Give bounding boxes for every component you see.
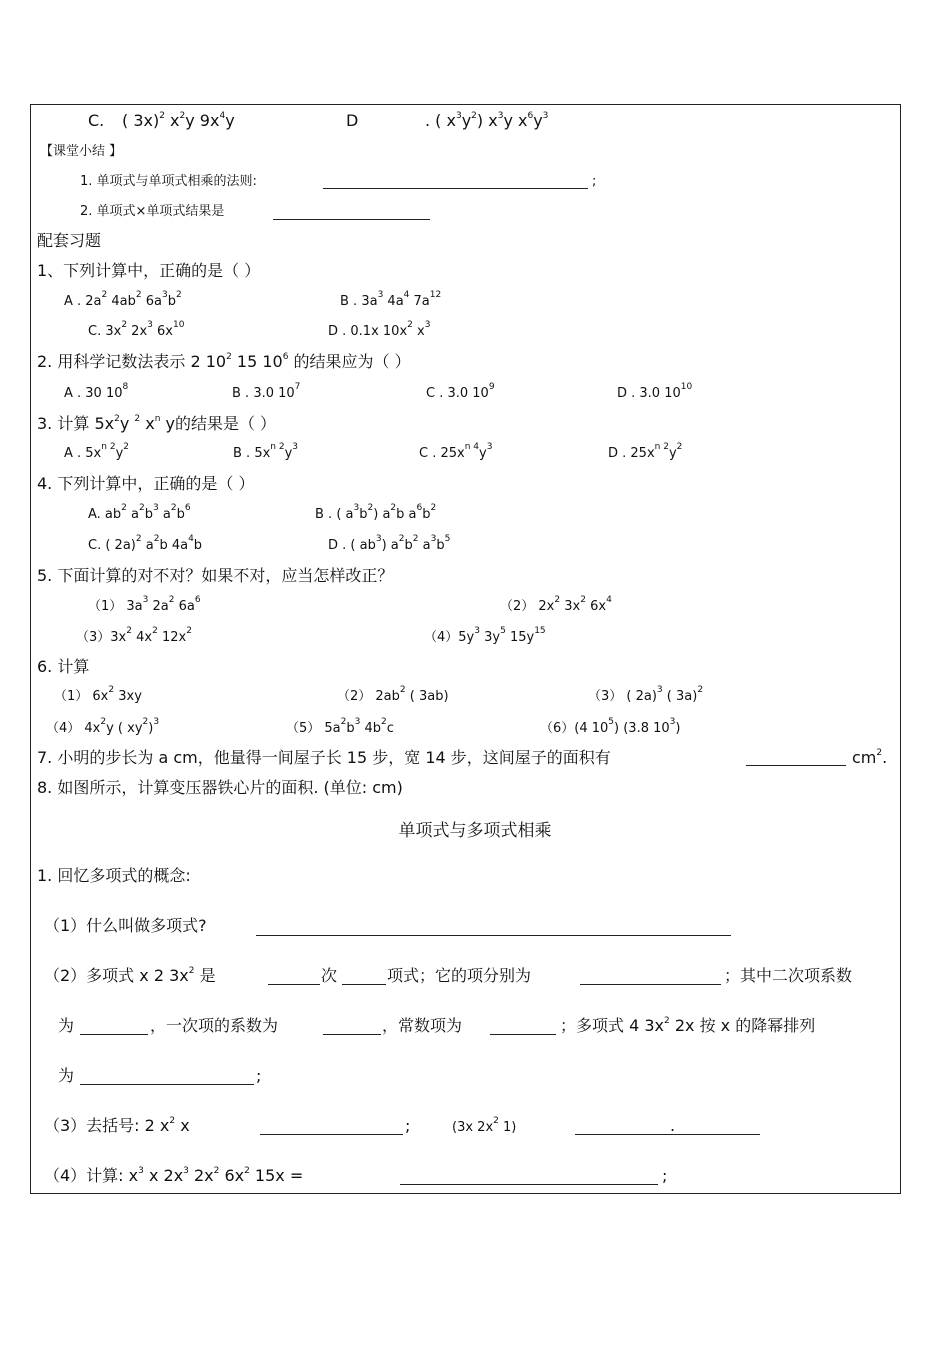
s3-answer1-blank[interactable]	[260, 1120, 403, 1135]
section2-s2f: ，一次项的系数为	[150, 1016, 279, 1035]
q2-option-b: B . 3.0 $10^7$	[232, 382, 301, 401]
q1-option-a: A . $2a^2$ $4ab^2$ $6a^3b^2$	[64, 290, 182, 309]
section2-title: 单项式与多项式相乘	[398, 821, 552, 841]
summary-heading: 【课堂小结 】	[40, 144, 123, 159]
q7-answer-blank[interactable]	[746, 751, 846, 766]
q3-option-b: B . $5x^{n 2}y^3$	[233, 442, 299, 461]
q6-part3: （3） ( 2a)$^3$ ( 3a)$^2$	[588, 685, 704, 704]
q6-part5: （5） $5a^2b^3$ $4b^2c$	[286, 717, 394, 736]
q2-text: 2. 用科学记数法表示 2 $10^2$ 15 $10^6$ 的结果应为（ ）	[37, 352, 411, 371]
s2-quad-coef-blank[interactable]	[80, 1020, 148, 1035]
s2-order-blank[interactable]	[80, 1070, 254, 1085]
q3-option-c: C . $25x^{n 4}y^3$	[419, 442, 493, 461]
q5-part2: （2） $2x^2$ $3x^2$ $6x^4$	[500, 595, 612, 614]
s2-constant-blank[interactable]	[490, 1020, 556, 1035]
s2-terms-count-blank[interactable]	[342, 970, 386, 985]
q3-option-a: A . $5x^{n 2}y^2$	[64, 442, 129, 461]
s4-answer-blank[interactable]	[400, 1170, 658, 1185]
exercises-heading: 配套习题	[37, 231, 102, 250]
section2-s2j: ;	[256, 1066, 262, 1085]
s1-answer-blank[interactable]	[256, 921, 731, 936]
section2-s4a: （4）计算: $x^3$ x $2x^3$ $2x^2$ $6x^2$ 15x =	[44, 1166, 304, 1185]
section2-s2i: 为	[58, 1066, 75, 1085]
summary-item1-end: ;	[592, 174, 597, 189]
q4-option-b: B . ( $a^3b^2$) $a^2b$ $a^6b^2$	[315, 503, 437, 522]
q6-part4: （4） $4x^2y$ ( $xy^2)^3$	[46, 717, 160, 736]
q7-text: 7. 小明的步长为 a cm，他量得一间屋子长 15 步，宽 14 步，这间屋子的面积有	[37, 748, 611, 767]
section2-s3d: .	[670, 1116, 676, 1135]
summary-item1: 1. 单项式与单项式相乘的法则:	[80, 174, 257, 189]
section2-s2c: 项式；它的项分别为	[387, 966, 532, 985]
q2-option-c: C . 3.0 $10^9$	[426, 382, 495, 401]
q5-part1: （1） $3a^3$ $2a^2$ $6a^6$	[88, 595, 201, 614]
q4-option-c: C. ( 2a)$^2$ $a^2b$ $4a^4b$	[88, 534, 203, 553]
q3-text: 3. 计算 $5x^2y$ $^2$ $x^n$ y的结果是（ ）	[37, 414, 277, 433]
option-d-label: D	[346, 111, 359, 130]
q2-option-a: A . 30 $10^8$	[64, 382, 129, 401]
q6-part6: （6）(4 $10^5$) (3.8 $10^3$)	[540, 717, 681, 736]
q5-part3: $(3)3x^2$ $4x^2$ $12x^2$	[76, 626, 192, 645]
s2-terms-blank[interactable]	[580, 970, 721, 985]
q8-text: 8. 如图所示，计算变压器铁心片的面积. (单位: cm)	[37, 778, 403, 797]
section2-s1: （1）什么叫做多项式?	[44, 916, 207, 935]
section2-s2h: ；多项式 4 $3x^2$ 2x 按 x 的降幂排列	[560, 1016, 816, 1035]
summary-item2-blank[interactable]	[273, 205, 430, 220]
q6-text: 6. 计算	[37, 657, 90, 676]
option-c-expr: ( 3x)$^2$ $x^2y$ $9x^4y$	[122, 111, 235, 130]
section2-s2a: （2）多项式 x 2 $3x^2$ 是	[44, 966, 216, 985]
section2-s4b: ;	[662, 1166, 668, 1185]
q3-option-d: D . $25x^{n 2}y^2$	[608, 442, 683, 461]
section2-s3c: (3x $2x^2$ 1)	[452, 1116, 517, 1135]
option-c-label: C.	[88, 111, 105, 130]
summary-item2: 2. 单项式×单项式结果是	[80, 204, 225, 219]
q4-text: 4. 下列计算中，正确的是（ ）	[37, 474, 255, 493]
section2-s3b: ;	[405, 1116, 411, 1135]
section2-s2d: ；其中二次项系数	[724, 966, 853, 985]
q7-unit: $cm^2$.	[852, 748, 888, 767]
s2-degree-blank[interactable]	[268, 970, 320, 985]
q6-part2: （2） $2ab^2$ ( 3ab)	[337, 685, 449, 704]
section2-intro: 1. 回忆多项式的概念:	[37, 866, 191, 885]
q2-option-d: D . 3.0 $10^{10}$	[617, 382, 693, 401]
section2-s2e: 为	[58, 1016, 75, 1035]
q5-part4: $(4)5y^3$ $3y^5$ $15y^{15}$	[424, 626, 546, 645]
q4-option-d: D . ( $ab^3$) $a^2b^2$ $a^3b^5$	[328, 534, 451, 553]
s3-answer2-blank[interactable]	[575, 1120, 760, 1135]
section2-s2b: 次	[321, 966, 338, 985]
section2-s3a: （3）去括号: 2 $x^2$ x	[44, 1116, 190, 1135]
q1-option-b: B . $3a^3$ $4a^4$ $7a^{12}$	[340, 290, 442, 309]
option-d-expr: . ( $x^3y^2$) $x^3y$ $x^6y^3$	[425, 111, 549, 130]
summary-item1-blank[interactable]	[323, 174, 588, 189]
q5-text: 5. 下面计算的对不对？如果不对，应当怎样改正？	[37, 566, 394, 585]
q1-option-c: C. $3x^2$ $2x^3$ $6x^{10}$	[88, 320, 185, 339]
s2-linear-coef-blank[interactable]	[323, 1020, 381, 1035]
q1-option-d: D . 0.1x $10x^2$ $x^3$	[328, 320, 431, 339]
q4-option-a: A. $ab^2$ $a^2b^3$ $a^2b^6$	[88, 503, 191, 522]
q1-text: 1、下列计算中，正确的是（ ）	[37, 261, 261, 280]
section2-s2g: ，常数项为	[382, 1016, 463, 1035]
q6-part1: （1） $6x^2$ 3xy	[54, 685, 142, 704]
